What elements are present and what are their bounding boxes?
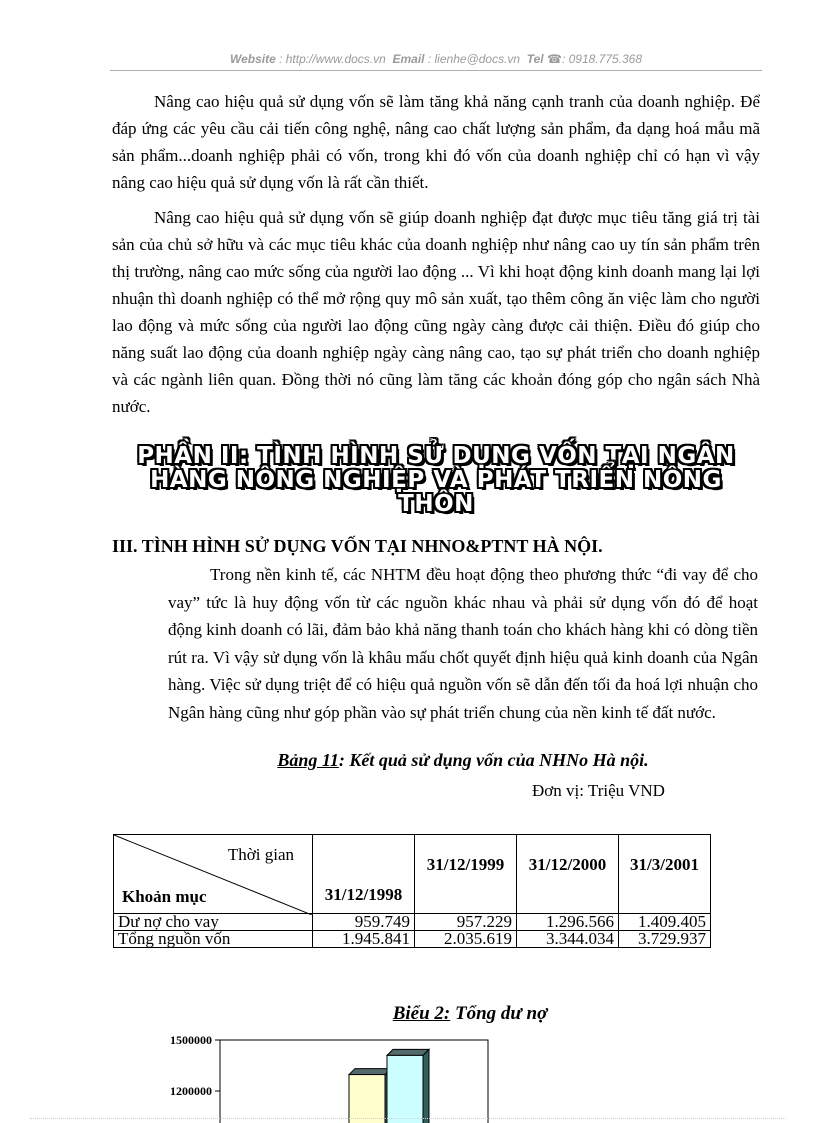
bar [387,1055,423,1123]
part-title [110,444,762,516]
chart-title-label: Biểu 2: [392,1003,451,1024]
tel-value: ☎: 0918.775.368 [547,52,643,66]
bar-side [423,1049,429,1123]
y-tick-label: 1200000 [170,1084,212,1098]
table-cell: 1.409.405 [619,914,711,931]
part-title-line-2: HÀNG NÔNG NGHIỆP VÀ PHÁT TRIỂN NÔNG [150,467,722,493]
paragraph-1: Nâng cao hiệu quả sử dụng vốn sẽ làm tăng khả năng cạnh tranh của doanh nghiệp. Để đáp ứng các yêu cầu cải tiến công nghệ, nâng cao chất lượng sản phẩm, đa dạng hoá mẫu mã sản phẩm...doanh nghiệp phải có vốn, trong khi đó vốn của doanh nghiệp chỉ có hạn vì vậy nâng cao hiệu quả sử dụng vốn là rất cần thiết. [112,92,760,192]
table-cell: 1.945.841 [313,931,415,948]
table-caption-text: : Kết quả sử dụng vốn của NHNo Hà nội. [338,750,649,770]
column-header: 31/12/2000 [517,835,619,914]
page-bottom-border [30,1118,786,1119]
bar [349,1075,385,1123]
part-title-line-1: PHẦN II: TÌNH HÌNH SỬ DỤNG VỐN TẠI NGÂN [137,443,735,469]
website-value: : http://www.docs.vn [279,52,386,66]
table-cell: 2.035.619 [415,931,517,948]
page-header [110,52,762,66]
bar-top [349,1069,391,1075]
table-row [114,914,711,931]
results-table [113,834,711,948]
paragraph-3: Trong nền kinh tế, các NHTM đều hoạt động theo phương thức “đi vay để cho vay” tức là huy động vốn từ các nguồn khác nhau và phải sử dụng vốn đó để hoạt động kinh doanh có lãi, đảm bảo khả năng thanh toán cho khách hàng khi có dòng tiền rút ra. Vì vậy sử dụng vốn là khâu mấu chốt quyết định hiệu quả kinh doanh của Ngân hàng. Việc sử dụng triệt để có hiệu quả nguồn vốn sẽ dẫn đến tối đa hoá lợi nhuận cho Ngân hàng cũng như góp phần vào sự phát triển chung của nền kinh tế đất nước. [168,565,758,722]
column-header: 31/3/2001 [619,835,711,914]
website-label: Website [229,52,276,66]
table-unit: Đơn vị: Triệu VND [532,781,665,800]
table-header-row [114,835,711,914]
chart-title-text: Tổng dư nợ [454,1003,548,1024]
table-cell: 3.729.937 [619,931,711,948]
row-label: Tổng nguồn vốn [114,931,313,948]
bar-top [387,1049,429,1055]
column-header: 31/12/1998 [313,835,415,914]
table-cell: 1.296.566 [517,914,619,931]
y-tick-label: 1500000 [170,1033,212,1047]
email-value: : lienhe@docs.vn [427,52,521,66]
loan-chart [140,1030,500,1123]
table-caption-label: Bảng 11 [277,750,339,770]
tel-label: Tel [526,52,544,66]
table-cell: 3.344.034 [517,931,619,948]
section-heading: III. TÌNH HÌNH SỬ DỤNG VỐN TẠI NHNO&PTNT HÀ NỘI. [112,536,603,556]
part-title-line-3: THÔN [398,491,474,517]
table-caption [168,750,758,771]
table-row [114,931,711,948]
email-label: Email [392,52,425,66]
header-divider [110,70,762,71]
table-cell: 959.749 [313,914,415,931]
table-corner-cell [114,835,313,914]
paragraph-2: Nâng cao hiệu quả sử dụng vốn sẽ giúp doanh nghiệp đạt được mục tiêu tăng giá trị tài sản của chủ sở hữu và các mục tiêu khác của doanh nghiệp như nâng cao uy tín sản phẩm trên thị trường, nâng cao mức sống của người lao động ... Vì khi hoạt động kinh doanh mang lại lợi nhuận thì doanh nghiệp có thể mở rộng quy mô sản xuất, tạo thêm công ăn việc làm cho người lao động và mức sống của người lao động cũng ngày càng được cải thiện. Điều đó giúp cho năng suất lao động của doanh nghiệp ngày càng nâng cao, tạo sự phát triển cho doanh nghiệp và các ngành liên quan. Đồng thời nó cũng làm tăng các khoản đóng góp cho ngân sách Nhà nước. [112,208,760,416]
row-label: Dư nợ cho vay [114,914,313,931]
corner-label-item: Khoản mục [122,887,207,906]
chart-title [300,1003,640,1025]
table-cell: 957.229 [415,914,517,931]
column-header: 31/12/1999 [415,835,517,914]
corner-label-time: Thời gian [227,845,294,864]
